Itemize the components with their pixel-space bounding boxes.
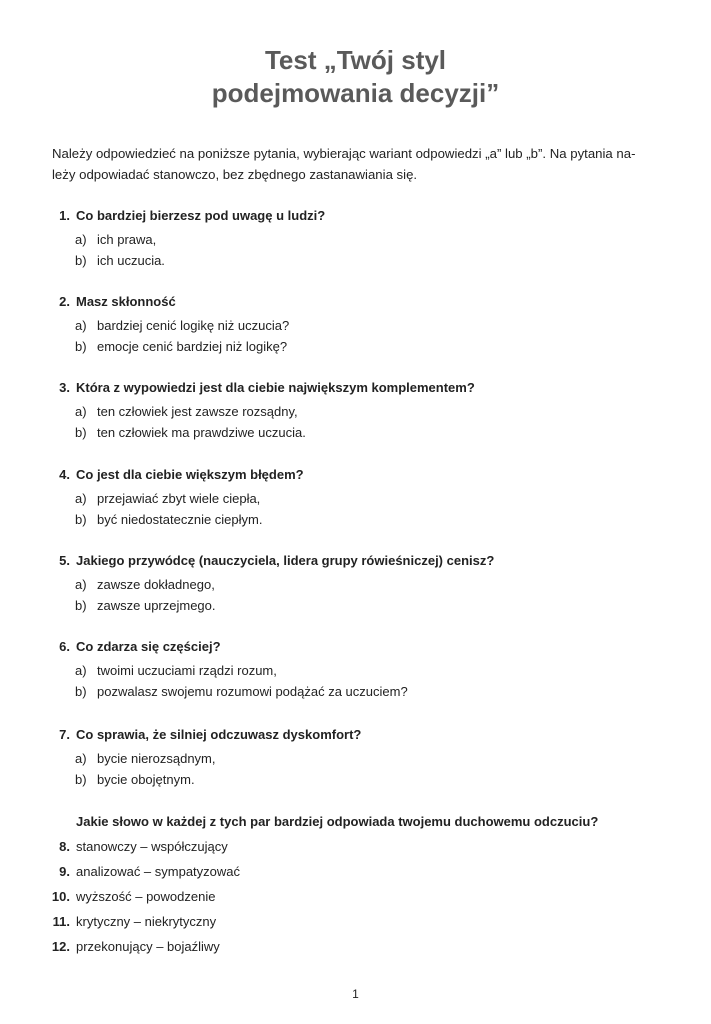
question-number: 9. [59, 864, 70, 879]
question-number: 2. [59, 294, 70, 309]
word-pair-text: wyższość – powodzenie [76, 889, 216, 904]
option-letter: b) [75, 512, 87, 527]
option-text: ten człowiek jest zawsze rozsądny, [97, 404, 298, 419]
option-letter: b) [75, 253, 87, 268]
option-b [0, 770, 711, 790]
word-pair-8 [0, 837, 711, 857]
option-text: emocje cenić bardziej niż logikę? [97, 339, 288, 354]
word-pair-11 [0, 912, 711, 932]
option-letter: b) [75, 425, 87, 440]
option-text: zawsze uprzejmego. [97, 598, 216, 613]
word-pair-text: przekonujący – bojaźliwy [76, 939, 220, 954]
word-pair-10 [0, 887, 711, 907]
option-letter: a) [75, 404, 87, 419]
option-text: twoimi uczuciami rządzi rozum, [97, 663, 277, 678]
question-number: 3. [59, 380, 70, 395]
question-text: Co zdarza się częściej? [76, 639, 221, 654]
option-text: ten człowiek ma prawdziwe uczucia. [97, 425, 306, 440]
option-letter: b) [75, 598, 87, 613]
option-letter: a) [75, 232, 87, 247]
option-letter: b) [75, 772, 87, 787]
instructions [52, 143, 662, 185]
word-pair-text: stanowczy – współczujący [76, 839, 228, 854]
option-text: przejawiać zbyt wiele ciepła, [97, 491, 261, 506]
page-number: 1 [352, 987, 359, 1001]
question-text: Jakiego przywódcę (nauczyciela, lidera grupy rówieśniczej) cenisz? [76, 553, 495, 568]
option-a [0, 489, 711, 509]
question-text: Co sprawia, że silniej odczuwasz dyskomfort? [76, 727, 362, 742]
option-letter: b) [75, 339, 87, 354]
option-b [0, 423, 711, 443]
option-text: ich prawa, [97, 232, 157, 247]
option-b [0, 682, 711, 702]
question-number: 4. [59, 467, 70, 482]
option-a [0, 230, 711, 250]
option-letter: a) [75, 491, 87, 506]
option-b [0, 251, 711, 271]
question-text: Co jest dla ciebie większym błędem? [76, 467, 304, 482]
option-b [0, 510, 711, 530]
option-text: bycie obojętnym. [97, 772, 195, 787]
option-text: bardziej cenić logikę niż uczucia? [97, 318, 290, 333]
title-line-1: Test „Twój styl [264, 45, 447, 75]
option-a [0, 316, 711, 336]
question-number: 6. [59, 639, 70, 654]
question-number: 11. [52, 914, 70, 929]
option-text: być niedostatecznie ciepłym. [97, 512, 263, 527]
word-pair-9 [0, 862, 711, 882]
instructions-line-1: Należy odpowiedzieć na poniższe pytania, wybierając wariant odpowiedzi „a” lub „b”. Na pytania na- [52, 146, 636, 161]
option-letter: b) [75, 684, 87, 699]
question-number: 12. [51, 939, 70, 954]
option-a [0, 402, 711, 422]
word-pair-text: analizować – sympatyzować [76, 864, 241, 879]
option-a [0, 661, 711, 681]
question-number: 5. [59, 553, 70, 568]
option-letter: a) [75, 577, 87, 592]
word-pairs-heading: Jakie słowo w każdej z tych par bardziej odpowiada twojemu duchowemu odczuciu? [76, 814, 599, 829]
instructions-line-2: leży odpowiadać stanowczo, bez zbędnego zastanawiania się. [52, 167, 418, 182]
question-text: Która z wypowiedzi jest dla ciebie największym komplementem? [76, 380, 475, 395]
option-b [0, 337, 711, 357]
word-pair-12 [0, 937, 711, 957]
option-b [0, 596, 711, 616]
option-letter: a) [75, 318, 87, 333]
option-text: pozwalasz swojemu rozumowi podążać za uczuciem? [97, 684, 408, 699]
question-number: 1. [59, 208, 70, 223]
option-text: zawsze dokładnego, [97, 577, 215, 592]
option-a [0, 575, 711, 595]
option-letter: a) [75, 663, 87, 678]
question-number: 7. [59, 727, 70, 742]
option-text: ich uczucia. [97, 253, 165, 268]
option-a [0, 749, 711, 769]
question-number: 8. [59, 839, 70, 854]
question-text: Masz skłonność [76, 294, 176, 309]
option-text: bycie nierozsądnym, [97, 751, 216, 766]
title-line-2: podejmowania decyzji” [211, 78, 500, 108]
word-pair-text: krytyczny – niekrytyczny [76, 914, 217, 929]
question-text: Co bardziej bierzesz pod uwagę u ludzi? [76, 208, 326, 223]
option-letter: a) [75, 751, 87, 766]
page-title [0, 44, 711, 110]
question-number: 10. [51, 889, 70, 904]
